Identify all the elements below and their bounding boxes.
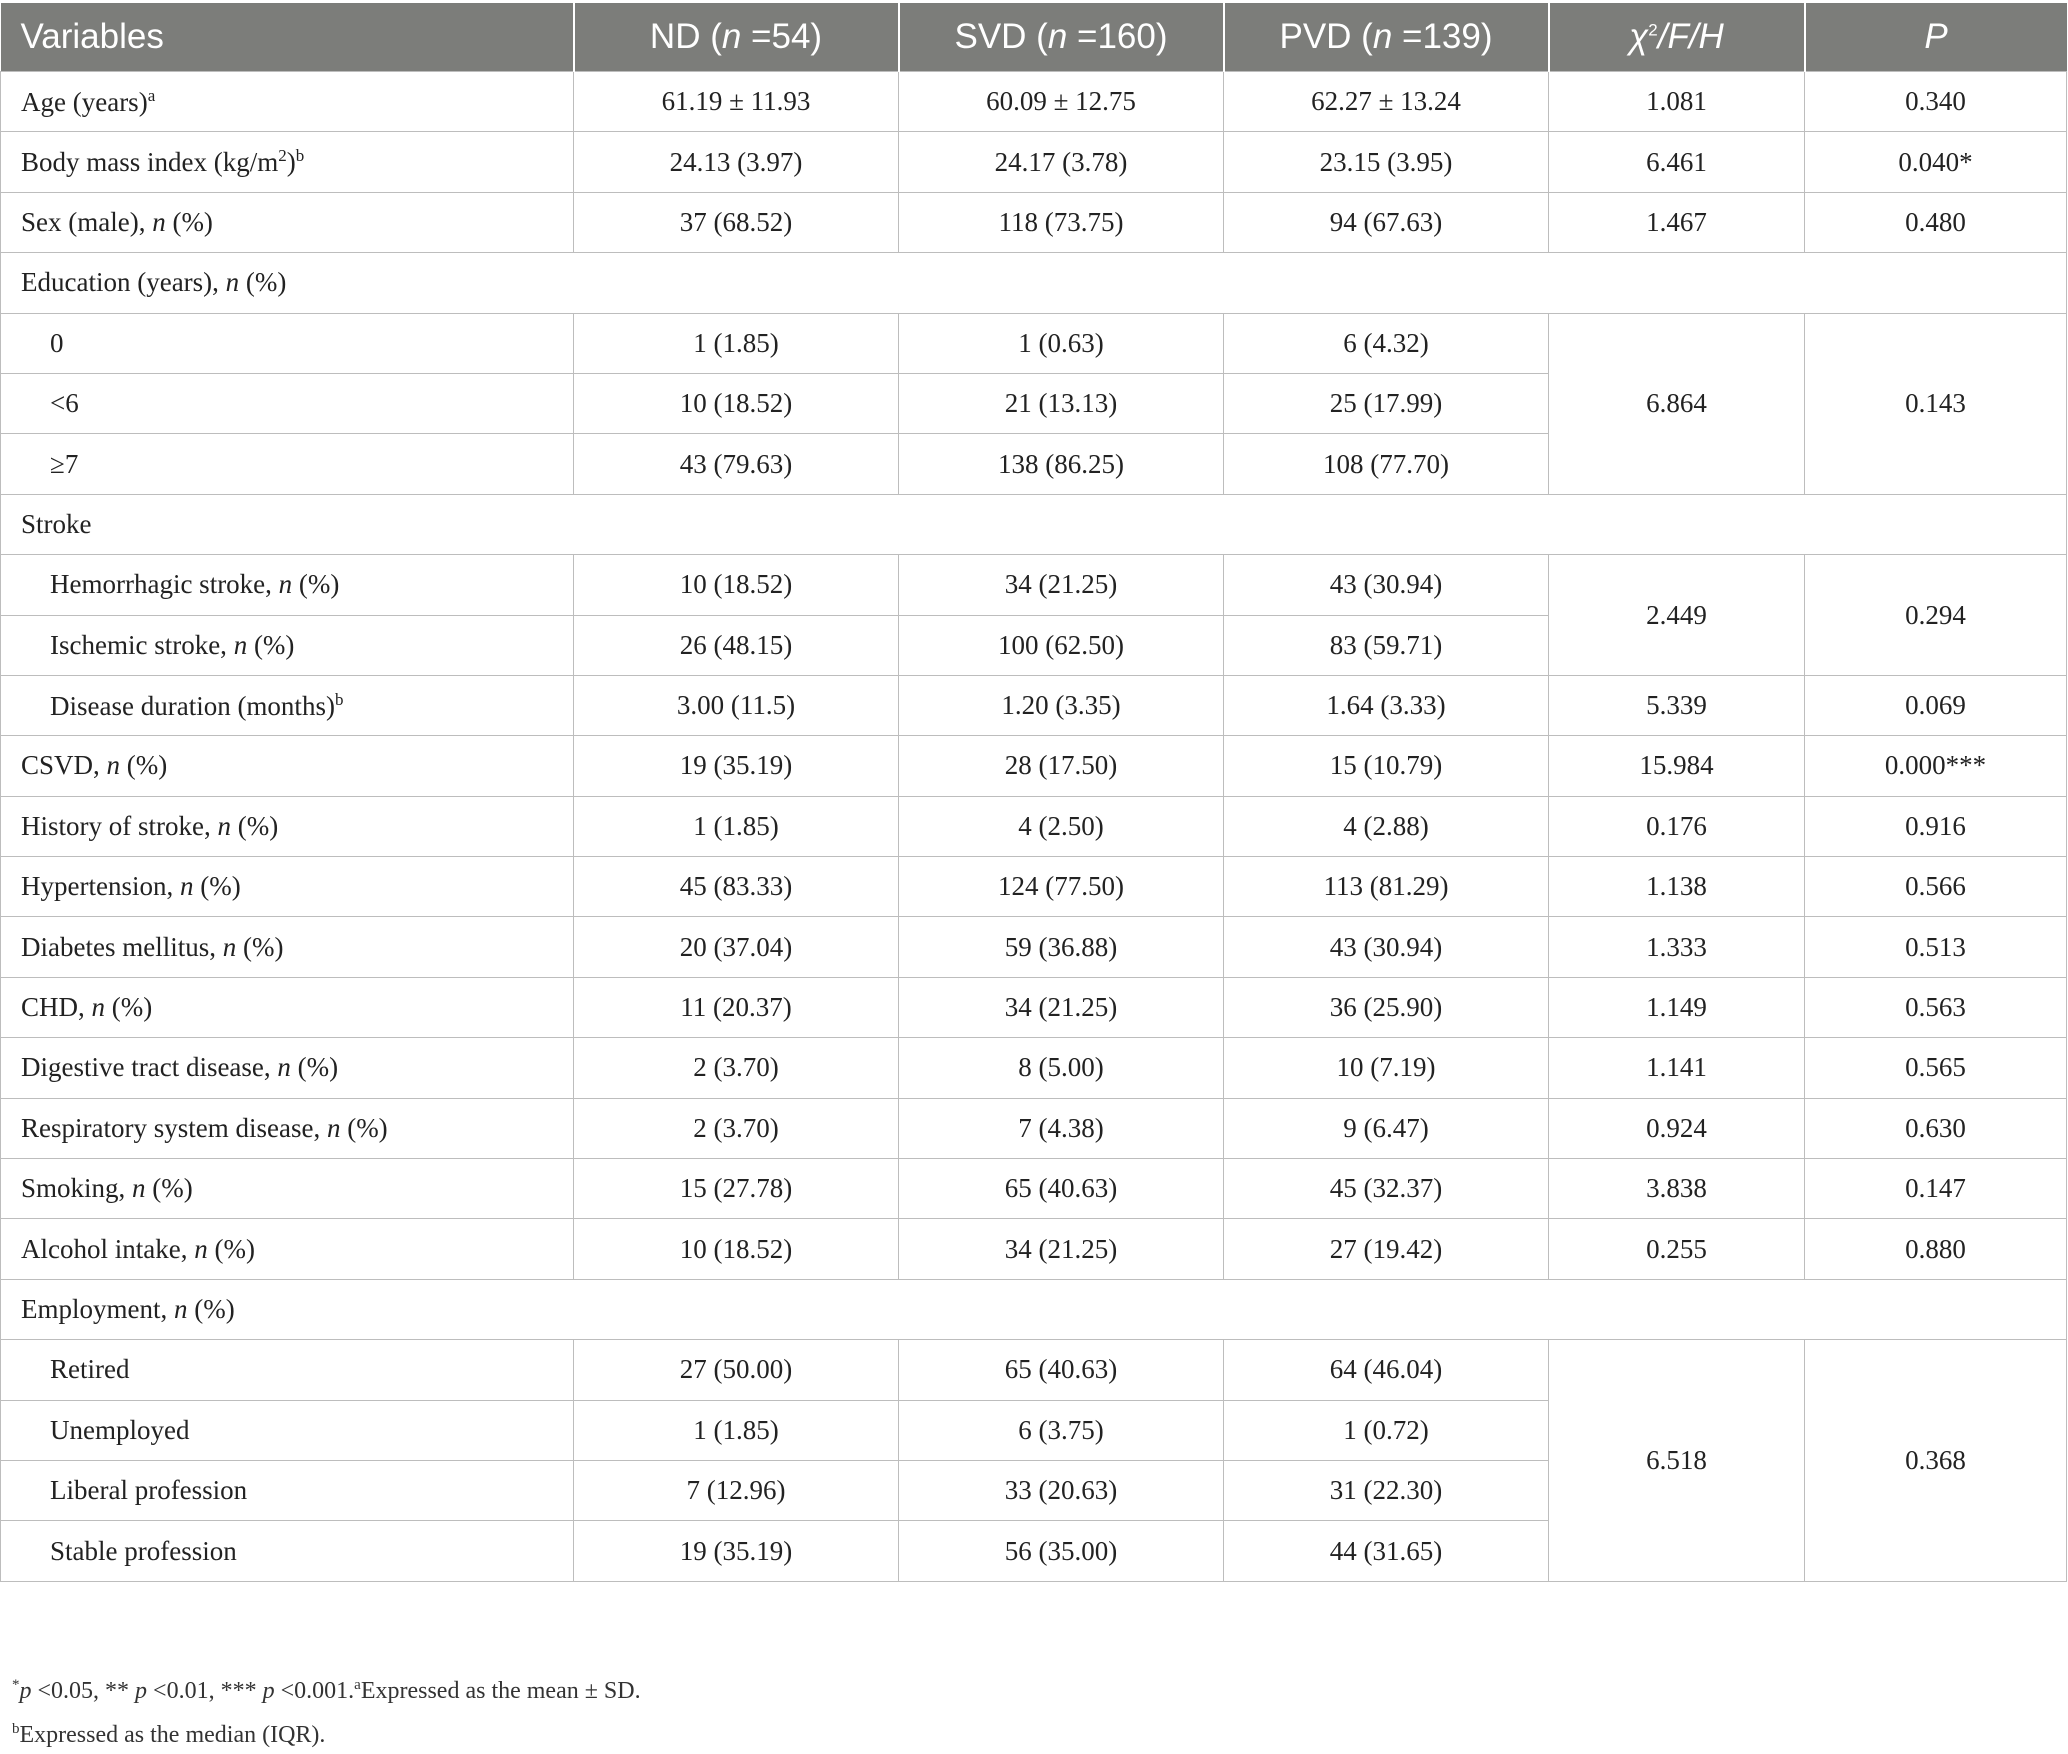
row-label: Diabetes mellitus, n (%)	[1, 917, 574, 977]
cell-p-value: 0.147	[1805, 1159, 2067, 1219]
cell-svd: 65 (40.63)	[899, 1340, 1224, 1400]
cell-statistic: 1.467	[1549, 192, 1805, 252]
cell-p-value: 0.040*	[1805, 132, 2067, 192]
cell-statistic: 3.838	[1549, 1159, 1805, 1219]
cell-nd: 7 (12.96)	[574, 1460, 899, 1520]
cell-svd: 118 (73.75)	[899, 192, 1224, 252]
row-label: ≥7	[1, 434, 574, 494]
cell-svd: 1.20 (3.35)	[899, 675, 1224, 735]
row-label: Age (years)$^a$	[1, 72, 574, 132]
cell-p-value: 0.480	[1805, 192, 2067, 252]
table-row-disease-duration	[1, 675, 2067, 735]
cell-p-value: 0.565	[1805, 1038, 2067, 1098]
cell-nd: 37 (68.52)	[574, 192, 899, 252]
cell-statistic: 0.176	[1549, 796, 1805, 856]
table-row-education-0	[1, 313, 2067, 373]
row-label: Hemorrhagic stroke, n (%)	[1, 555, 574, 615]
row-label: Sex (male), n (%)	[1, 192, 574, 252]
table-row-respiratory-disease	[1, 1098, 2067, 1158]
cell-svd: 34 (21.25)	[899, 555, 1224, 615]
row-label: CHD, n (%)	[1, 977, 574, 1037]
cell-nd: 3.00 (11.5)	[574, 675, 899, 735]
cell-nd: 10 (18.52)	[574, 1219, 899, 1279]
header-pvd: PVD (n =139)	[1224, 3, 1549, 72]
cell-pvd: 27 (19.42)	[1224, 1219, 1549, 1279]
cell-pvd: 64 (46.04)	[1224, 1340, 1549, 1400]
cell-svd: 8 (5.00)	[899, 1038, 1224, 1098]
cell-svd: 33 (20.63)	[899, 1460, 1224, 1520]
cell-svd: 4 (2.50)	[899, 796, 1224, 856]
cell-svd: 21 (13.13)	[899, 373, 1224, 433]
characteristics-table-container	[0, 3, 2066, 1582]
table-row-retired	[1, 1340, 2067, 1400]
cell-nd: 26 (48.15)	[574, 615, 899, 675]
cell-nd: 2 (3.70)	[574, 1098, 899, 1158]
cell-pvd: 15 (10.79)	[1224, 736, 1549, 796]
cell-nd: 10 (18.52)	[574, 555, 899, 615]
table-row-diabetes	[1, 917, 2067, 977]
cell-p-value: 0.630	[1805, 1098, 2067, 1158]
cell-nd: 1 (1.85)	[574, 796, 899, 856]
cell-statistic: 1.141	[1549, 1038, 1805, 1098]
row-label: Respiratory system disease, n (%)	[1, 1098, 574, 1158]
cell-pvd: 94 (67.63)	[1224, 192, 1549, 252]
table-row-stroke-heading	[1, 494, 2067, 554]
cell-p-value: 0.294	[1805, 555, 2067, 676]
cell-p-value: 0.000***	[1805, 736, 2067, 796]
cell-p-value: 0.563	[1805, 977, 2067, 1037]
table-row-education-heading	[1, 253, 2067, 313]
cell-statistic: 0.924	[1549, 1098, 1805, 1158]
cell-statistic: 2.449	[1549, 555, 1805, 676]
cell-pvd: 23.15 (3.95)	[1224, 132, 1549, 192]
cell-pvd: 1 (0.72)	[1224, 1400, 1549, 1460]
cell-p-value: 0.368	[1805, 1340, 2067, 1582]
cell-nd: 24.13 (3.97)	[574, 132, 899, 192]
cell-svd: 28 (17.50)	[899, 736, 1224, 796]
table-row-hypertension	[1, 857, 2067, 917]
cell-p-value: 0.916	[1805, 796, 2067, 856]
footnote-median: $^b$Expressed as the median (IQR).	[12, 1721, 326, 1748]
cell-p-value: 0.566	[1805, 857, 2067, 917]
cell-pvd: 62.27 ± 13.24	[1224, 72, 1549, 132]
cell-pvd: 44 (31.65)	[1224, 1521, 1549, 1581]
cell-nd: 2 (3.70)	[574, 1038, 899, 1098]
table-footnotes	[12, 1666, 641, 1754]
cell-nd: 61.19 ± 11.93	[574, 72, 899, 132]
cell-nd: 27 (50.00)	[574, 1340, 899, 1400]
row-label: <6	[1, 373, 574, 433]
cell-pvd: 6 (4.32)	[1224, 313, 1549, 373]
table-row-history-of-stroke	[1, 796, 2067, 856]
cell-svd: 56 (35.00)	[899, 1521, 1224, 1581]
cell-statistic: 1.333	[1549, 917, 1805, 977]
cell-nd: 15 (27.78)	[574, 1159, 899, 1219]
header-svd: SVD (n =160)	[899, 3, 1224, 72]
cell-pvd: 83 (59.71)	[1224, 615, 1549, 675]
cell-statistic: 15.984	[1549, 736, 1805, 796]
header-row	[1, 3, 2067, 72]
cell-svd: 100 (62.50)	[899, 615, 1224, 675]
row-label: CSVD, n (%)	[1, 736, 574, 796]
cell-nd: 19 (35.19)	[574, 736, 899, 796]
row-label: Digestive tract disease, n (%)	[1, 1038, 574, 1098]
row-label: Liberal profession	[1, 1460, 574, 1520]
row-label: 0	[1, 313, 574, 373]
cell-statistic: 0.255	[1549, 1219, 1805, 1279]
cell-svd: 34 (21.25)	[899, 977, 1224, 1037]
row-label: Unemployed	[1, 1400, 574, 1460]
cell-nd: 1 (1.85)	[574, 1400, 899, 1460]
cell-pvd: 36 (25.90)	[1224, 977, 1549, 1037]
cell-nd: 20 (37.04)	[574, 917, 899, 977]
table-row-alcohol-intake	[1, 1219, 2067, 1279]
table-row-csvd	[1, 736, 2067, 796]
cell-pvd: 43 (30.94)	[1224, 917, 1549, 977]
cell-nd: 43 (79.63)	[574, 434, 899, 494]
table-row-bmi	[1, 132, 2067, 192]
cell-pvd: 25 (17.99)	[1224, 373, 1549, 433]
row-label: Hypertension, n (%)	[1, 857, 574, 917]
cell-nd: 19 (35.19)	[574, 1521, 899, 1581]
cell-p-value: 0.340	[1805, 72, 2067, 132]
section-label: Employment, n (%)	[1, 1279, 2067, 1339]
cell-statistic: 6.461	[1549, 132, 1805, 192]
cell-statistic: 1.081	[1549, 72, 1805, 132]
cell-svd: 124 (77.50)	[899, 857, 1224, 917]
footnote-significance: *p <0.05, ** p <0.01, *** p <0.001.$^a$Expressed as the mean ± SD.	[12, 1677, 641, 1704]
cell-p-value: 0.143	[1805, 313, 2067, 494]
cell-nd: 45 (83.33)	[574, 857, 899, 917]
cell-svd: 24.17 (3.78)	[899, 132, 1224, 192]
cell-svd: 59 (36.88)	[899, 917, 1224, 977]
row-label: Ischemic stroke, n (%)	[1, 615, 574, 675]
row-label: Alcohol intake, n (%)	[1, 1219, 574, 1279]
cell-pvd: 113 (81.29)	[1224, 857, 1549, 917]
cell-p-value: 0.069	[1805, 675, 2067, 735]
header-variables: Variables	[1, 3, 574, 72]
section-label: Education (years), n (%)	[1, 253, 2067, 313]
cell-pvd: 108 (77.70)	[1224, 434, 1549, 494]
cell-p-value: 0.513	[1805, 917, 2067, 977]
cell-pvd: 43 (30.94)	[1224, 555, 1549, 615]
cell-pvd: 1.64 (3.33)	[1224, 675, 1549, 735]
cell-svd: 7 (4.38)	[899, 1098, 1224, 1158]
cell-svd: 60.09 ± 12.75	[899, 72, 1224, 132]
cell-statistic: 6.864	[1549, 313, 1805, 494]
cell-svd: 65 (40.63)	[899, 1159, 1224, 1219]
characteristics-table	[0, 3, 2067, 1582]
row-label: History of stroke, n (%)	[1, 796, 574, 856]
header-statistic: $\chi^2/F/H$	[1549, 3, 1805, 72]
cell-svd: 6 (3.75)	[899, 1400, 1224, 1460]
cell-nd: 10 (18.52)	[574, 373, 899, 433]
cell-svd: 34 (21.25)	[899, 1219, 1224, 1279]
table-row-employment-heading	[1, 1279, 2067, 1339]
cell-pvd: 10 (7.19)	[1224, 1038, 1549, 1098]
cell-statistic: 5.339	[1549, 675, 1805, 735]
cell-statistic: 1.149	[1549, 977, 1805, 1037]
table-row-hemorrhagic-stroke	[1, 555, 2067, 615]
table-row-chd	[1, 977, 2067, 1037]
row-label: Body mass index $(kg/m^2)^b$	[1, 132, 574, 192]
cell-pvd: 9 (6.47)	[1224, 1098, 1549, 1158]
table-row-age	[1, 72, 2067, 132]
row-label: Disease duration (months)$^b$	[1, 675, 574, 735]
cell-statistic: 6.518	[1549, 1340, 1805, 1582]
section-label: Stroke	[1, 494, 2067, 554]
cell-nd: 11 (20.37)	[574, 977, 899, 1037]
table-row-sex	[1, 192, 2067, 252]
row-label: Retired	[1, 1340, 574, 1400]
cell-statistic: 1.138	[1549, 857, 1805, 917]
cell-p-value: 0.880	[1805, 1219, 2067, 1279]
cell-pvd: 4 (2.88)	[1224, 796, 1549, 856]
table-row-smoking	[1, 1159, 2067, 1219]
cell-nd: 1 (1.85)	[574, 313, 899, 373]
cell-pvd: 45 (32.37)	[1224, 1159, 1549, 1219]
cell-svd: 1 (0.63)	[899, 313, 1224, 373]
row-label: Stable profession	[1, 1521, 574, 1581]
header-p-value: P	[1805, 3, 2067, 72]
cell-svd: 138 (86.25)	[899, 434, 1224, 494]
row-label: Smoking, n (%)	[1, 1159, 574, 1219]
table-row-digestive-tract-disease	[1, 1038, 2067, 1098]
header-nd: ND (n =54)	[574, 3, 899, 72]
cell-pvd: 31 (22.30)	[1224, 1460, 1549, 1520]
